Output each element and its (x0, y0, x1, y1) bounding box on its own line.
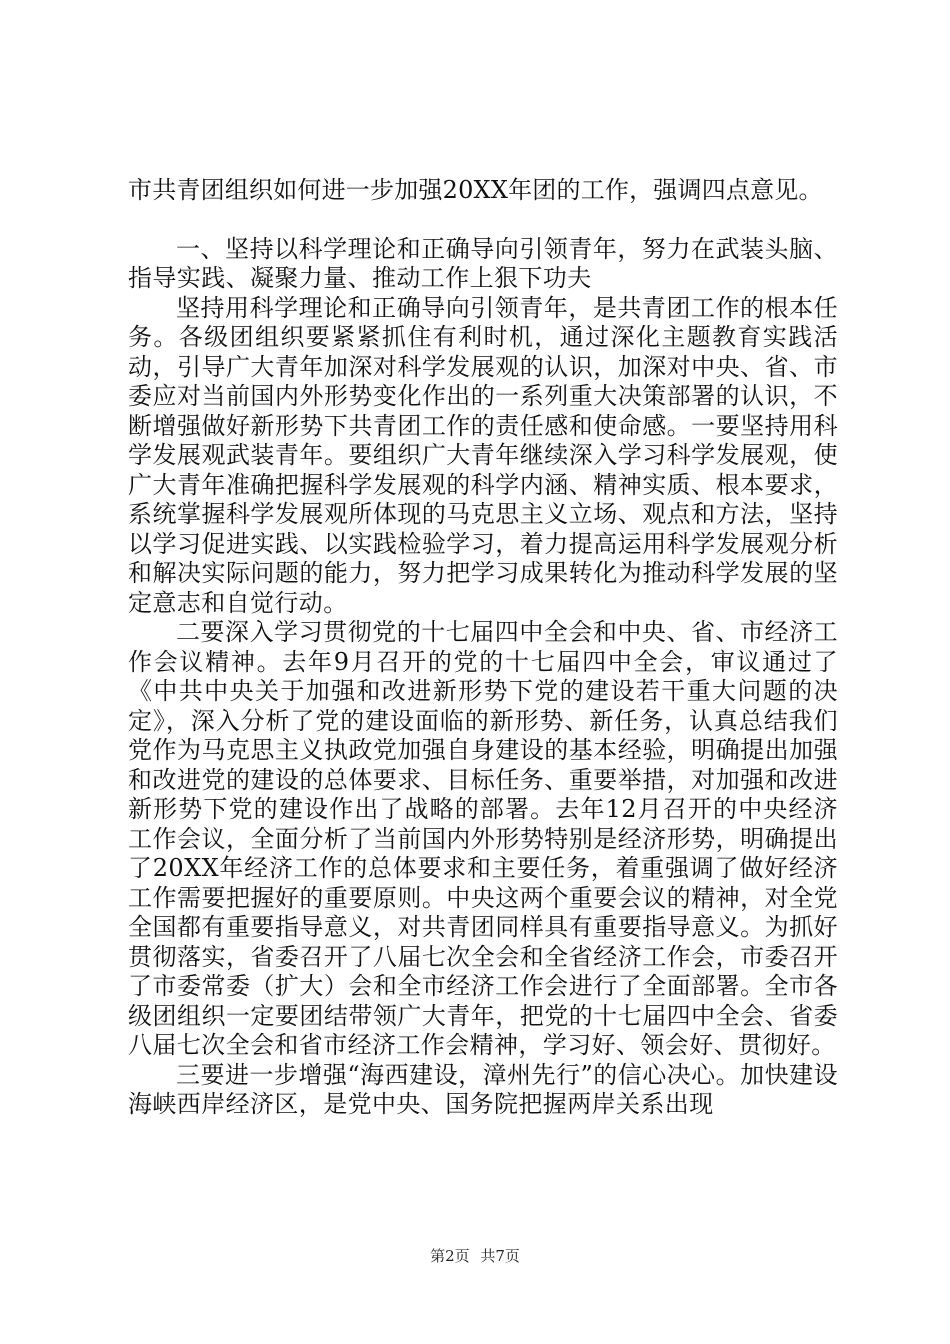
page-number: 第2页 (430, 1247, 470, 1265)
paragraph-3: 三要进一步增强“海西建设，漳州先行”的信心决心。加快建设海峡西岸经济区，是党中央、国务院把握两岸关系出现 (128, 1060, 838, 1118)
page-total: 共7页 (480, 1247, 520, 1265)
intro-line: 市共青团组织如何进一步加强20XX年团的工作，强调四点意见。 (128, 176, 823, 204)
document-body (128, 176, 838, 1120)
paragraph-2: 二要深入学习贯彻党的十七届四中全会和中央、省、市经济工作会议精神。去年9月召开的党的十七届四中全会，审议通过了《中共中央关于加强和改进新形势下党的建设若干重大问题的决定》，深入分析了党的建设面临的新形势、新任务，认真总结我们党作为马克思主义执政党加强自身建设的基本经验，明确提出加强和改进党的建设的总体要求、目标任务、重要举措，对加强和改进新形势下党的建设作出了战略的部署。去年12月召开的中央经济工作会议，全面分析了当前国内外形势特别是经济形势，明确提出了20XX年经济工作的总体要求和主要任务，着重强调了做好经济工作需要把握好的重要原则。中央这两个重要会议的精神，对全党全国都有重要指导意义，对共青团同样具有重要指导意义。为抓好贯彻落实，省委召开了八届七次全会和全省经济工作会，市委召开了市委常委（扩大）会和全市经济工作会进行了全面部署。全市各级团组织一定要团结带领广大青年，把党的十七届四中全会、省委八届七次全会和省市经济工作会精神，学习好、领会好、贯彻好。 (128, 618, 838, 1059)
section-heading: 一、坚持以科学理论和正确导向引领青年，努力在武装头脑、指导实践、凝聚力量、推动工作上狠下功夫 (128, 234, 838, 292)
paragraph-1: 坚持用科学理论和正确导向引领青年，是共青团工作的根本任务。各级团组织要紧紧抓住有利时机，通过深化主题教育实践活动，引导广大青年加深对科学发展观的认识，加深对中央、省、市委应对当前国内外形势变化作出的一系列重大决策部署的认识，不断增强做好新形势下共青团工作的责任感和使命感。一要坚持用科学发展观武装青年。要组织广大青年继续深入学习科学发展观，使广大青年准确把握科学发展观的科学内涵、精神实质、根本要求，系统掌握科学发展观所体现的马克思主义立场、观点和方法，坚持以学习促进实践、以实践检验学习，着力提高运用科学发展观分析和解决实际问题的能力，努力把学习成果转化为推动科学发展的坚定意志和自觉行动。 (128, 293, 838, 617)
paragraph-spacer (128, 206, 838, 235)
page-footer (0, 1245, 950, 1266)
